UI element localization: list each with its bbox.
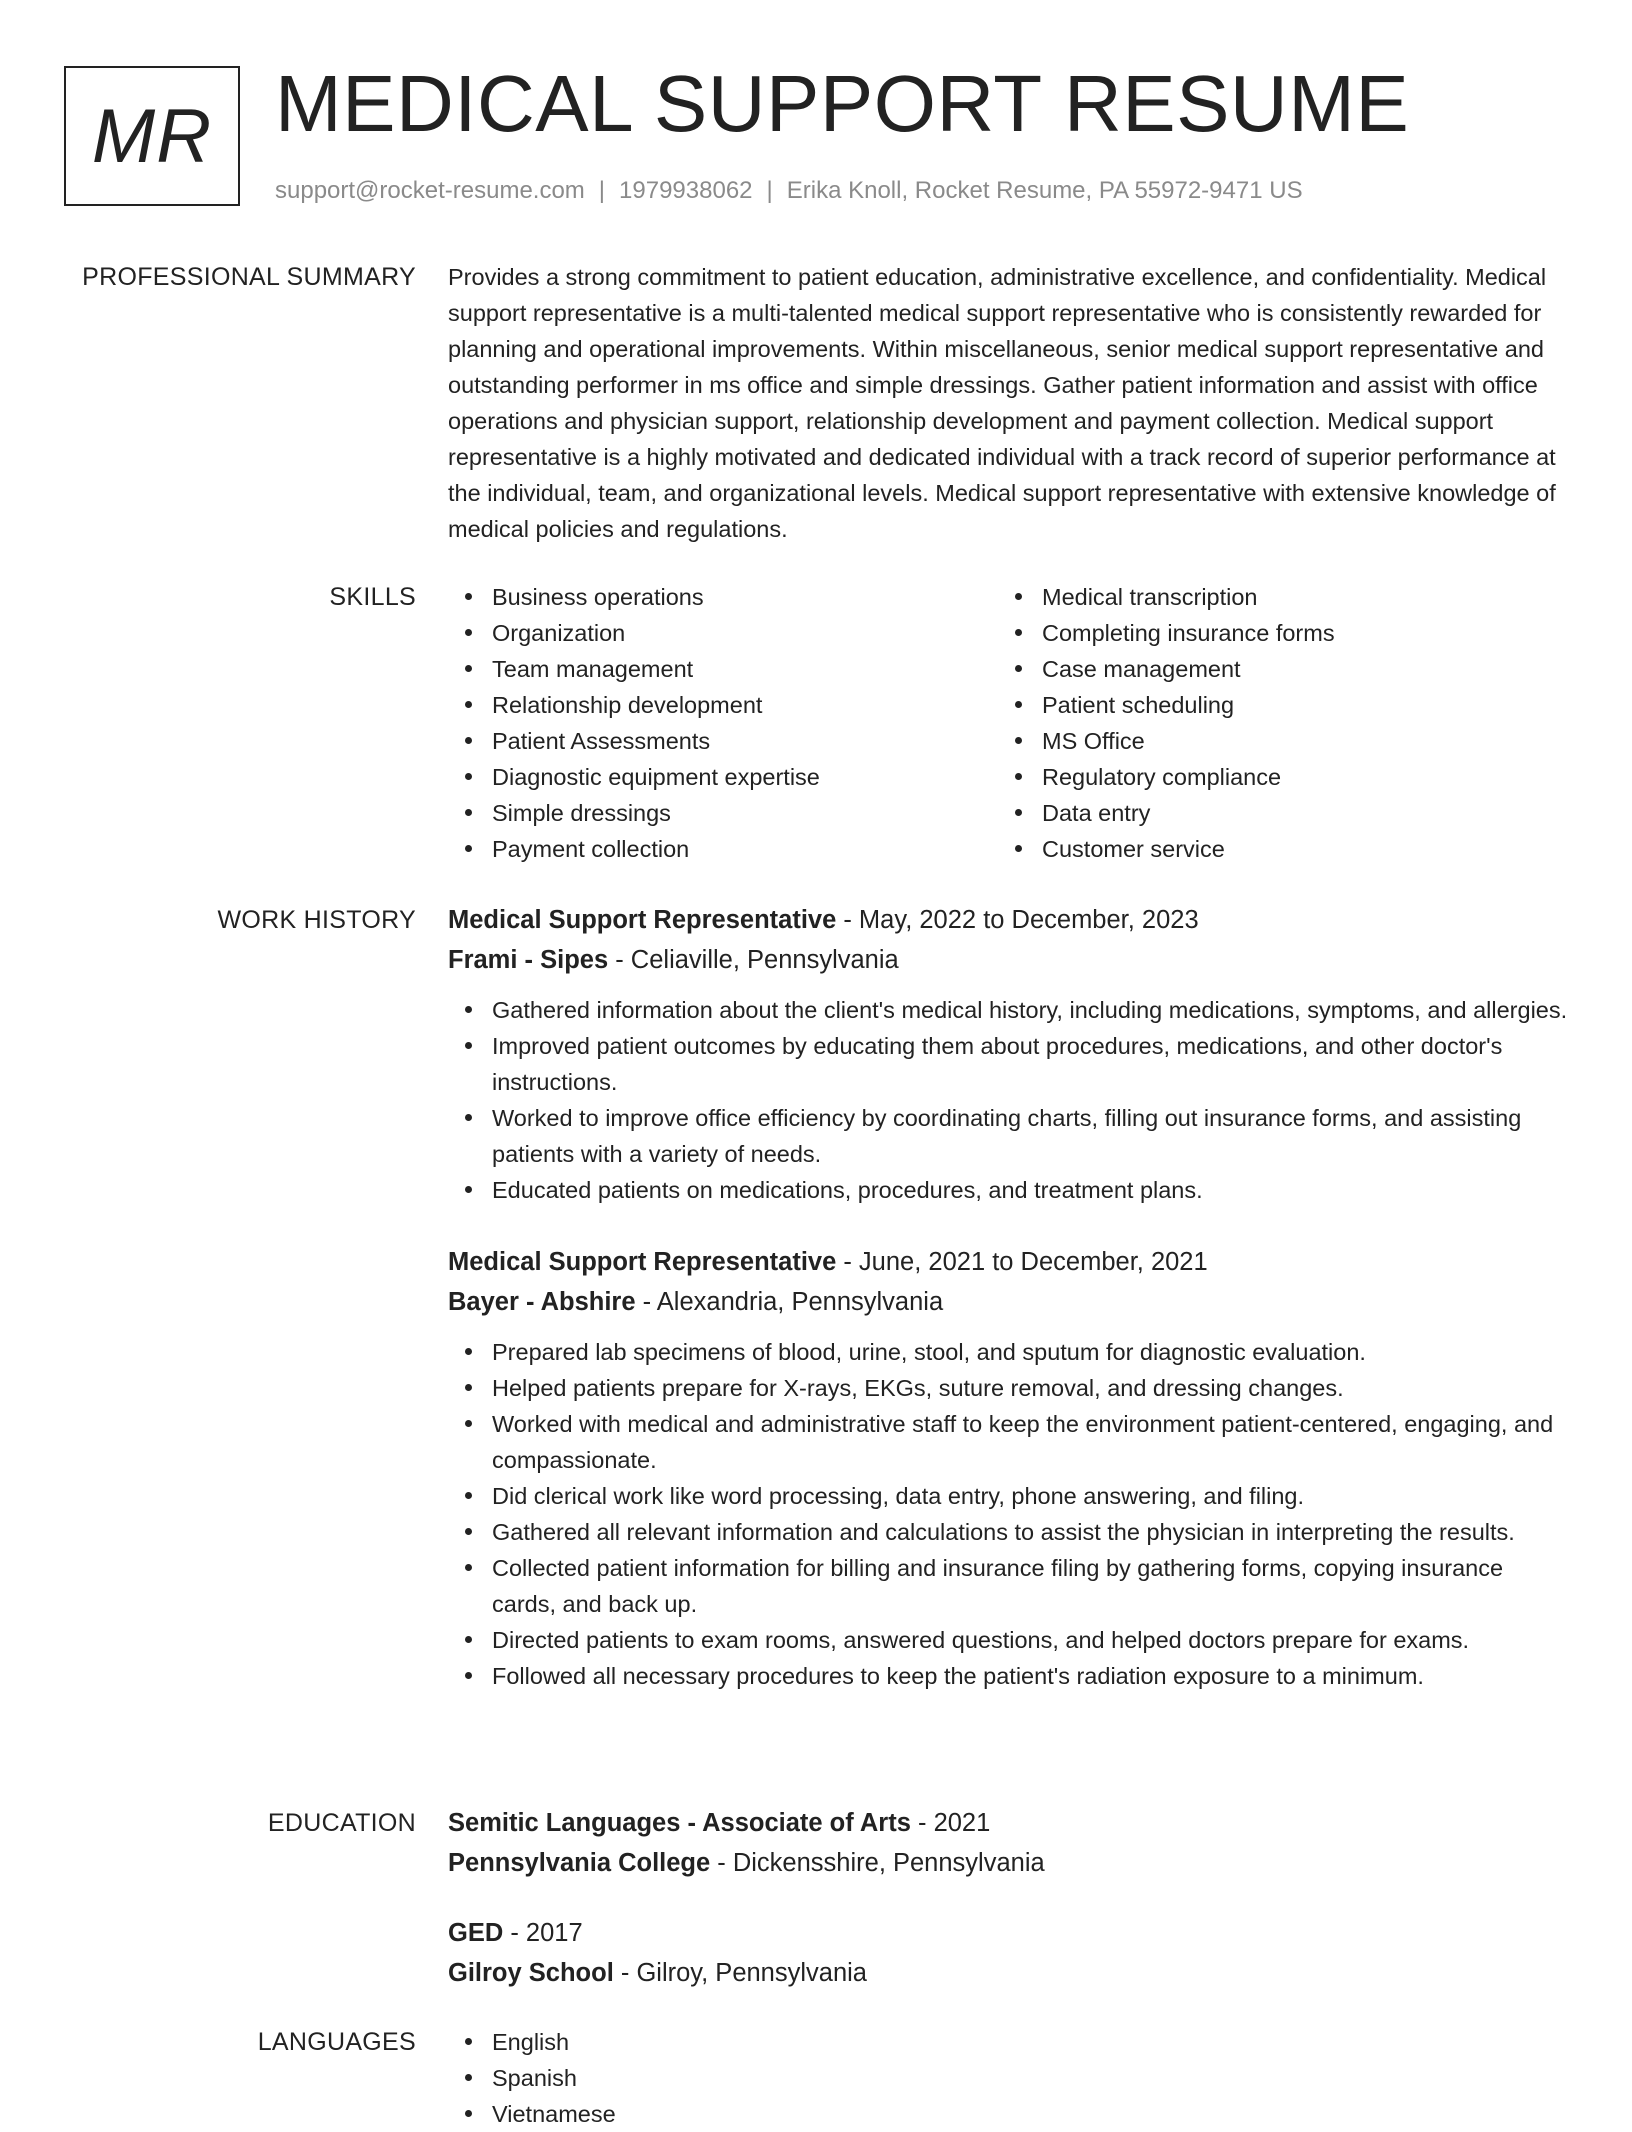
section-label-summary: PROFESSIONAL SUMMARY xyxy=(82,263,416,291)
monogram-logo: MR xyxy=(64,66,240,206)
skill-item: MS Office xyxy=(1042,723,1548,759)
contact-line xyxy=(275,176,1303,206)
skill-item: Business operations xyxy=(492,579,998,615)
job-bullet: Collected patient information for billing and insurance filing by gathering forms, copying insurance cards, and back up. xyxy=(492,1550,1568,1622)
skill-item: Customer service xyxy=(1042,831,1548,867)
language-item: Spanish xyxy=(492,2060,1568,2096)
education-entry xyxy=(448,1803,1568,1883)
job-bullet: Worked to improve office efficiency by coordinating charts, filling out insurance forms, and assisting patients with a variety of needs. xyxy=(492,1100,1568,1172)
school-name: Gilroy School xyxy=(448,1959,614,1987)
skill-item: Completing insurance forms xyxy=(1042,615,1548,651)
section-label-languages: LANGUAGES xyxy=(257,2028,416,2056)
language-item: Vietnamese xyxy=(492,2096,1568,2132)
skills-section xyxy=(448,579,1568,867)
education-section xyxy=(448,1803,1568,2023)
job-bullets xyxy=(448,1334,1568,1694)
job-bullet: Improved patient outcomes by educating them about procedures, medications, and other doctor's instructions. xyxy=(492,1028,1568,1100)
skill-item: Patient scheduling xyxy=(1042,687,1548,723)
skill-item: Simple dressings xyxy=(492,795,998,831)
degree-name: Semitic Languages - Associate of Arts xyxy=(448,1809,911,1837)
skill-item: Case management xyxy=(1042,651,1548,687)
job-title-line xyxy=(448,1242,1568,1282)
job-bullet: Directed patients to exam rooms, answered questions, and helped doctors prepare for exams. xyxy=(492,1622,1568,1658)
skill-item: Relationship development xyxy=(492,687,998,723)
company-line xyxy=(448,1282,1568,1322)
job-dates: - June, 2021 to December, 2021 xyxy=(836,1248,1208,1276)
contact-address: Erika Knoll, Rocket Resume, PA 55972-9471 US xyxy=(786,177,1303,204)
summary-section xyxy=(448,259,1568,547)
language-item: English xyxy=(492,2024,1568,2060)
section-label-skills: SKILLS xyxy=(329,583,416,611)
education-entry xyxy=(448,1913,1568,1993)
skill-item: Organization xyxy=(492,615,998,651)
skill-item: Data entry xyxy=(1042,795,1548,831)
job-title: Medical Support Representative xyxy=(448,906,837,934)
skill-item: Medical transcription xyxy=(1042,579,1548,615)
company-name: Frami - Sipes xyxy=(448,946,609,974)
skill-item: Patient Assessments xyxy=(492,723,998,759)
degree-year: - 2017 xyxy=(503,1919,583,1947)
summary-text: Provides a strong commitment to patient education, administrative excellence, and confidentiality. Medical support representative is a multi-talented medical support representative who is consistently rewarded for planning and operational improvements. Within miscellaneous, senior medical support representative and outstanding performer in ms office and simple dressings. Gather patient information and assist with office operations and physician support, relationship development and payment collection. Medical support representative is a highly motivated and dedicated individual with a track record of superior performance at the individual, team, and organizational levels. Medical support representative with extensive knowledge of medical policies and regulations. xyxy=(448,264,1556,542)
job-bullet: Gathered information about the client's medical history, including medications, symptoms, and allergies. xyxy=(492,992,1568,1028)
languages-section xyxy=(448,2024,1568,2132)
skill-item: Team management xyxy=(492,651,998,687)
work-section xyxy=(448,900,1568,1728)
skill-item: Diagnostic equipment expertise xyxy=(492,759,998,795)
degree-line xyxy=(448,1803,1568,1843)
contact-separator: | xyxy=(766,177,773,204)
job-bullets xyxy=(448,992,1568,1208)
job-bullet: Gathered all relevant information and calculations to assist the physician in interpreting the results. xyxy=(492,1514,1568,1550)
job-bullet: Worked with medical and administrative staff to keep the environment patient-centered, engaging, and compassionate. xyxy=(492,1406,1568,1478)
job-title-line xyxy=(448,900,1568,940)
job-title: Medical Support Representative xyxy=(448,1248,837,1276)
job-dates: - May, 2022 to December, 2023 xyxy=(836,906,1199,934)
job-bullet: Prepared lab specimens of blood, urine, stool, and sputum for diagnostic evaluation. xyxy=(492,1334,1568,1370)
contact-separator: | xyxy=(598,177,606,204)
skills-list-right xyxy=(998,579,1548,867)
school-location: - Gilroy, Pennsylvania xyxy=(613,1959,867,1987)
company-line xyxy=(448,940,1568,980)
company-location: - Alexandria, Pennsylvania xyxy=(635,1288,944,1316)
resume-title: MEDICAL SUPPORT RESUME xyxy=(275,59,1410,148)
contact-phone[interactable]: 1979938062 xyxy=(619,177,753,204)
degree-year: - 2021 xyxy=(910,1809,991,1837)
company-location: - Celiaville, Pennsylvania xyxy=(608,946,899,974)
school-line xyxy=(448,1953,1568,1993)
job-bullet: Helped patients prepare for X-rays, EKGs, suture removal, and dressing changes. xyxy=(492,1370,1568,1406)
company-name: Bayer - Abshire xyxy=(448,1288,636,1316)
job-bullet: Educated patients on medications, procedures, and treatment plans. xyxy=(492,1172,1568,1208)
skill-item: Regulatory compliance xyxy=(1042,759,1548,795)
skill-item: Payment collection xyxy=(492,831,998,867)
job-bullet: Followed all necessary procedures to keep the patient's radiation exposure to a minimum. xyxy=(492,1658,1568,1694)
school-name: Pennsylvania College xyxy=(448,1849,711,1877)
languages-list xyxy=(448,2024,1568,2132)
contact-email[interactable]: support@rocket-resume.com xyxy=(275,177,585,204)
job-bullet: Did clerical work like word processing, data entry, phone answering, and filing. xyxy=(492,1478,1568,1514)
job-entry xyxy=(448,900,1568,1208)
section-label-education: EDUCATION xyxy=(267,1809,416,1837)
section-label-work: WORK HISTORY xyxy=(217,906,416,934)
school-line xyxy=(448,1843,1568,1883)
degree-name: GED xyxy=(448,1919,504,1947)
degree-line xyxy=(448,1913,1568,1953)
skills-list-left xyxy=(448,579,998,867)
job-entry xyxy=(448,1242,1568,1694)
school-location: - Dickensshire, Pennsylvania xyxy=(710,1849,1045,1877)
